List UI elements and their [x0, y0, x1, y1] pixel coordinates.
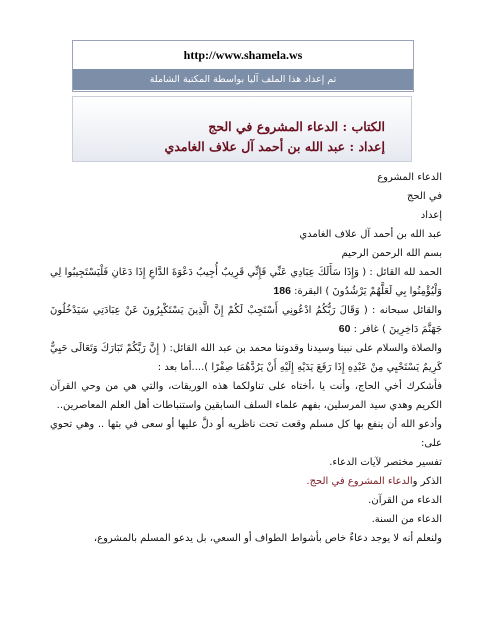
book-title-box	[72, 96, 412, 162]
verse-1-ref: ) البقرة:	[294, 286, 330, 297]
paragraph-verse-1	[50, 263, 442, 301]
verse-2-intro: والقائل سبحانه : (	[363, 305, 442, 316]
prepared-by-label: إعداد	[420, 210, 442, 221]
hadith-end: )....أما بعد :	[157, 362, 209, 373]
paragraph-verse-2	[50, 301, 442, 339]
body-heading: الدعاء المشروع	[377, 172, 442, 183]
verse-1-text: وَإِذَا سَأَلَكَ عِبَادِي عَنِّي فَإِنِّي قَرِيبٌ أُجِيبُ دَعْوَةَ الدَّاعِ إِذَا دَعَانِ فَلْيَسْتَجِيبُوا لِي وَلْيُؤْمِنُوا بِي لَعَلَّهُمْ يَرْشُدُونَ	[50, 267, 442, 297]
paragraph-thanks: فأشكرك أخي الحاج، وأنت يا ،أختاه على تناولكما هذه الوريقات، والتي هي من وحي القرآن الكريم وهدي سيد المرسلين، بفهم علماء السلف السابقين واستنباطات أهل العلم المعاصرين..	[50, 381, 442, 411]
contents-item-quran: الدعاء من القرآن.	[368, 495, 442, 506]
book-title: الكتاب : الدعاء المشروع في الحج	[208, 119, 385, 134]
basmala: بسم الله الرحمن الرحيم	[341, 248, 442, 259]
book-author: إعداد : عبد الله بن أحمد آل علاف الغامدي	[164, 139, 385, 154]
contents-dhikr-link[interactable]: الدعاء المشروع في الحج.	[306, 476, 413, 487]
verse-1-number: 186	[273, 285, 291, 297]
hadith-text: إِنَّ رَبَّكُمْ تَبَارَكَ وَتَعَالَى حَيِيٌّ كَرِيمٌ يَسْتَحْيِي مِنْ عَبْدِهِ إِذَا رَفَعَ يَدَيْهِ إِلَيْهِ أَنْ يَرُدَّهُمَا صِفْرًا	[50, 343, 442, 373]
verse-2-number: 60	[338, 323, 351, 335]
verse-1-intro: الحمد لله القائل : (	[362, 267, 442, 278]
verse-2-text: وَقَالَ رَبُّكُمُ ادْعُونِي أَسْتَجِبْ لَكُمْ إِنَّ الَّذِينَ يَسْتَكْبِرُونَ عَنْ عِبَادَتِي سَيَدْخُلُونَ جَهَنَّمَ دَاخِرِينَ	[50, 305, 442, 335]
source-header	[72, 40, 414, 92]
paragraph-hadith	[50, 339, 442, 377]
author-name: عبد الله بن أحمد آل علاف الغامدي	[299, 229, 442, 240]
contents-dhikr-prefix: الذكر و	[412, 476, 442, 487]
source-url[interactable]: http://www.shamela.ws	[183, 48, 303, 62]
generation-note: تم إعداد هذا الملف آليا بواسطة المكتبة الشاملة	[73, 69, 413, 90]
contents-item-dhikr	[50, 472, 442, 491]
contents-item-tafsir: تفسير مختصر لآيات الدعاء.	[329, 457, 442, 468]
hadith-intro: والصلاة والسلام على نبينا وسيدنا وقدوتنا محمد بن عبد الله القائل: (	[162, 343, 442, 354]
paragraph-note: ولنعلم أنه لا يوجد دعاءٌ خاص بأشواط الطواف أو السعي، بل يدعو المسلم بالمشروع،	[93, 533, 442, 544]
paragraph-prayer: وأدعو الله أن ينفع بها كل مسلم وقعت تحت ناظريه أو دلَّ عليها أو سعى في بثها .. وهي تحوي على:	[50, 419, 442, 449]
body-subheading: في الحج	[406, 191, 442, 202]
contents-item-sunnah: الدعاء من السنة.	[371, 514, 442, 525]
document-body	[50, 168, 442, 548]
verse-2-ref: ) غافر :	[353, 324, 386, 335]
